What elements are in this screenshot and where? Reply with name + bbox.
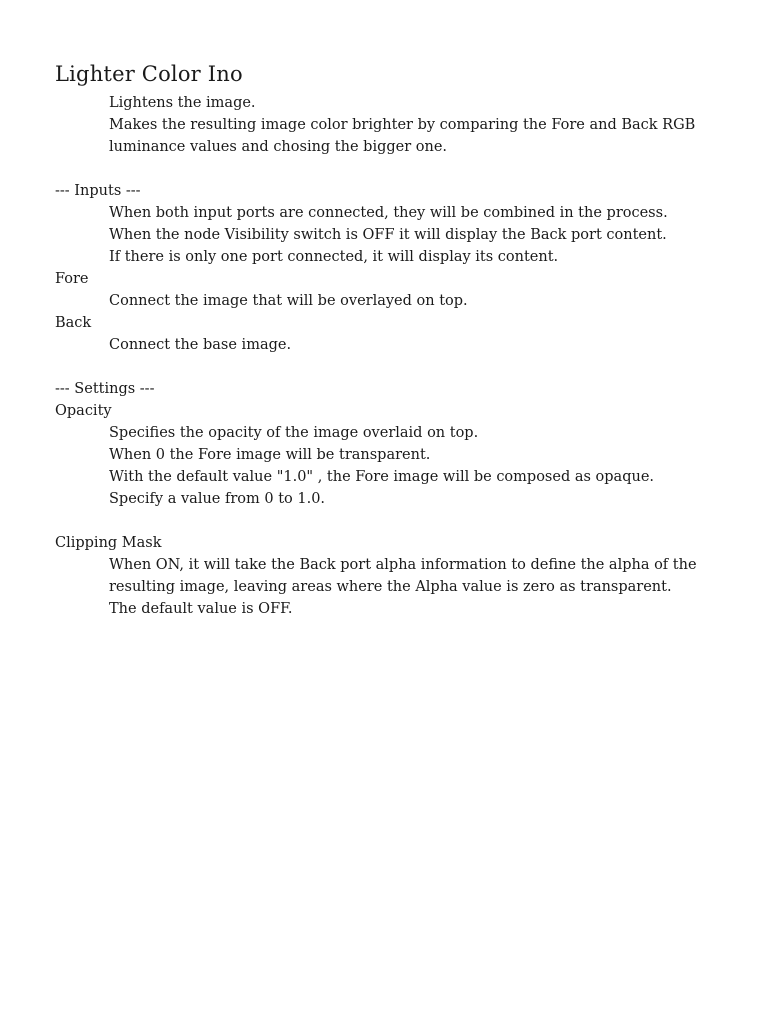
fore-port-description: Connect the image that will be overlayed on top. xyxy=(109,293,468,309)
inputs-header: --- Inputs --- xyxy=(55,183,141,199)
document-page xyxy=(55,58,735,620)
back-port-description: Connect the base image. xyxy=(109,337,292,353)
inputs-note: If there is only one port connected, it will display its content. xyxy=(109,249,559,265)
section-spacer xyxy=(55,356,735,378)
opacity-description-line: With the default value "1.0" , the Fore image will be composed as opaque. xyxy=(109,469,655,485)
description-line: luminance values and chosing the bigger one. xyxy=(109,139,448,155)
opacity-description-line: When 0 the Fore image will be transparent. xyxy=(109,447,431,463)
settings-section xyxy=(55,378,735,620)
section-spacer xyxy=(55,158,735,180)
settings-header: --- Settings --- xyxy=(55,381,155,397)
clipping-mask-description-line: When ON, it will take the Back port alpha information to define the alpha of the xyxy=(109,557,697,573)
opacity-description-line: Specify a value from 0 to 1.0. xyxy=(109,491,326,507)
description-section xyxy=(55,92,735,158)
back-port-label: Back xyxy=(55,315,92,331)
fore-port-label: Fore xyxy=(55,271,89,287)
inputs-section xyxy=(55,180,735,356)
inputs-note: When both input ports are connected, they will be combined in the process. xyxy=(109,205,668,221)
description-line: Lightens the image. xyxy=(109,95,256,111)
clipping-mask-label: Clipping Mask xyxy=(55,535,162,551)
opacity-label: Opacity xyxy=(55,403,112,419)
clipping-mask-description-line: resulting image, leaving areas where the Alpha value is zero as transparent. xyxy=(109,579,672,595)
opacity-description-line: Specifies the opacity of the image overlaid on top. xyxy=(109,425,479,441)
clipping-mask-description-line: The default value is OFF. xyxy=(109,601,293,617)
description-line: Makes the resulting image color brighter by comparing the Fore and Back RGB xyxy=(109,117,696,133)
page-title: Lighter Color Ino xyxy=(55,62,243,86)
inputs-note: When the node Visibility switch is OFF it will display the Back port content. xyxy=(109,227,667,243)
section-spacer xyxy=(55,510,735,532)
